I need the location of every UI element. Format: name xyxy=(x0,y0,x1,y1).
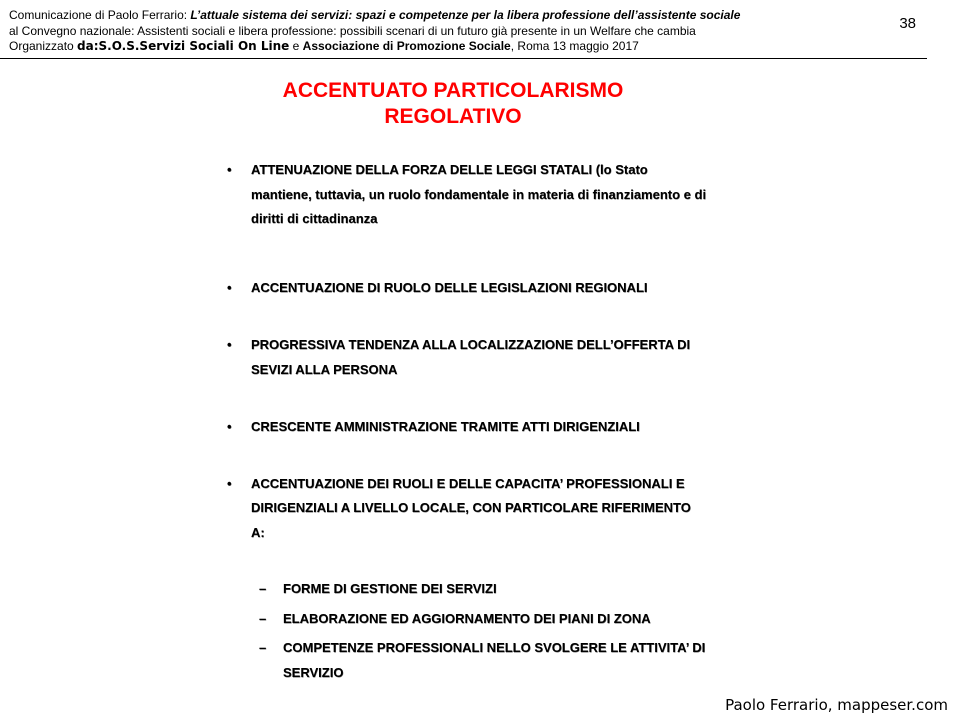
dash-icon: – xyxy=(259,610,267,626)
sub-bullet-list xyxy=(259,577,707,685)
sub-bullet-item xyxy=(259,577,707,602)
sub-bullet-text: COMPETENZE PROFESSIONALI NELLO SVOLGERE LE ATTIVITA’ DI SERVIZIO xyxy=(283,640,706,680)
organizer-conjunction: e xyxy=(289,39,303,53)
bullet-dot-icon: • xyxy=(227,337,232,352)
bullet-item xyxy=(227,415,707,440)
bullet-text: PROGRESSIVA TENDENZA ALLA LOCALIZZAZIONE DELL’OFFERTA DI SEVIZI ALLA PERSONA xyxy=(251,337,691,377)
organized-prefix: Organizzato xyxy=(9,39,78,53)
slide-title-line-2: REGOLATIVO xyxy=(384,105,522,128)
sub-bullet-text: ELABORAZIONE ED AGGIORNAMENTO DEI PIANI DI ZONA xyxy=(283,610,651,626)
event-date: , Roma 13 maggio 2017 xyxy=(510,39,639,53)
bullet-item xyxy=(227,158,707,232)
footer-credit: Paolo Ferrario, mappeser.com xyxy=(725,696,948,714)
sub-bullet-text: FORME DI GESTIONE DEI SERVIZI xyxy=(283,581,497,596)
dash-icon: – xyxy=(259,640,267,655)
dash-icon: – xyxy=(259,581,267,596)
slide-title xyxy=(200,78,706,130)
slide-header xyxy=(9,8,859,55)
bullet-item xyxy=(227,276,707,301)
bullet-text: CRESCENTE AMMINISTRAZIONE TRAMITE ATTI DIRIGENZIALI xyxy=(251,419,640,434)
bullet-text: ACCENTUAZIONE DI RUOLO DELLE LEGISLAZIONI REGIONALI xyxy=(251,279,648,295)
organizer-name: da:S.O.S.Servizi Sociali On Line xyxy=(77,39,290,53)
bullet-list xyxy=(227,158,707,690)
bullet-text: ACCENTUAZIONE DEI RUOLI E DELLE CAPACITA’ PROFESSIONALI E DIRIGENZIALI A LIVELLO LOCALE, CON PARTICOLARE RIFERIMENTO A: xyxy=(251,475,691,540)
talk-title: L’attuale sistema dei servizi: spazi e competenze per la libera professione dell’assistente sociale xyxy=(190,8,741,22)
header-prefix: Comunicazione di Paolo Ferrario: xyxy=(9,8,191,22)
slide-number: 38 xyxy=(899,15,916,32)
association-name: Associazione di Promozione Sociale xyxy=(302,39,511,53)
bullet-item xyxy=(227,333,707,382)
bullet-dot-icon: • xyxy=(227,419,232,434)
bullet-dot-icon: • xyxy=(227,279,232,295)
header-line-3 xyxy=(9,39,859,55)
slide-title-line-1: ACCENTUATO PARTICOLARISMO xyxy=(282,79,624,102)
bullet-text: ATTENUAZIONE DELLA FORZA DELLE LEGGI STATALI (lo Stato mantiene, tuttavia, un ruolo fondamentale in materia di finanziamento e di diritti di cittadinanza xyxy=(251,162,707,226)
bullet-dot-icon: • xyxy=(227,162,232,177)
header-line-1 xyxy=(9,8,859,24)
header-line-2: al Convegno nazionale: Assistenti sociali e libera professione: possibili scenari di un futuro già presente in un Welfare che cambia xyxy=(9,23,696,38)
sub-bullet-item xyxy=(259,636,707,685)
sub-bullet-item xyxy=(259,607,707,632)
header-divider xyxy=(0,58,927,59)
bullet-item xyxy=(227,472,707,686)
bullet-dot-icon: • xyxy=(227,475,232,491)
